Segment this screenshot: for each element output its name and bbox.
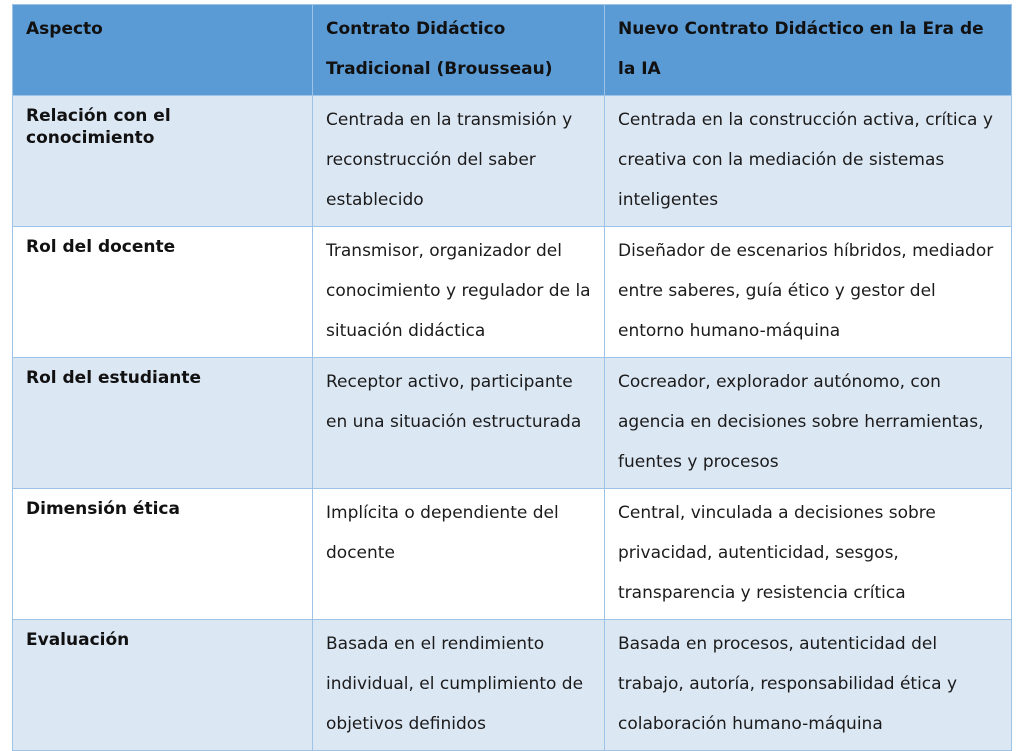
new-contract-cell: Centrada en la construcción activa, crítica y creativa con la mediación de sistemas inteligentes: [605, 96, 1012, 227]
traditional-cell: Basada en el rendimiento individual, el cumplimiento de objetivos definidos: [313, 620, 605, 751]
new-contract-cell: Basada en procesos, autenticidad del trabajo, autoría, responsabilidad ética y colaboración humano-máquina: [605, 620, 1012, 751]
aspect-cell: Evaluación: [13, 620, 313, 751]
new-contract-cell: Diseñador de escenarios híbridos, mediador entre saberes, guía ético y gestor del entorno humano-máquina: [605, 227, 1012, 358]
table-row: [13, 358, 1012, 489]
aspect-cell: Rol del estudiante: [13, 358, 313, 489]
aspect-cell: Dimensión ética: [13, 489, 313, 620]
comparison-table: [12, 4, 1012, 751]
new-contract-cell: Cocreador, explorador autónomo, con agencia en decisiones sobre herramientas, fuentes y procesos: [605, 358, 1012, 489]
header-new-contract: Nuevo Contrato Didáctico en la Era de la IA: [605, 5, 1012, 96]
table-row: [13, 96, 1012, 227]
traditional-cell: Receptor activo, participante en una situación estructurada: [313, 358, 605, 489]
new-contract-cell: Central, vinculada a decisiones sobre privacidad, autenticidad, sesgos, transparencia y resistencia crítica: [605, 489, 1012, 620]
header-aspect: Aspecto: [13, 5, 313, 96]
table-row: [13, 620, 1012, 751]
header-row: [13, 5, 1012, 96]
traditional-cell: Transmisor, organizador del conocimiento y regulador de la situación didáctica: [313, 227, 605, 358]
table-row: [13, 489, 1012, 620]
table-header: [13, 5, 1012, 96]
traditional-cell: Centrada en la transmisión y reconstrucción del saber establecido: [313, 96, 605, 227]
aspect-cell: Relación con el conocimiento: [13, 96, 313, 227]
table-row: [13, 227, 1012, 358]
table-body: [13, 96, 1012, 751]
aspect-cell: Rol del docente: [13, 227, 313, 358]
header-traditional-contract: Contrato Didáctico Tradicional (Brousseau): [313, 5, 605, 96]
traditional-cell: Implícita o dependiente del docente: [313, 489, 605, 620]
